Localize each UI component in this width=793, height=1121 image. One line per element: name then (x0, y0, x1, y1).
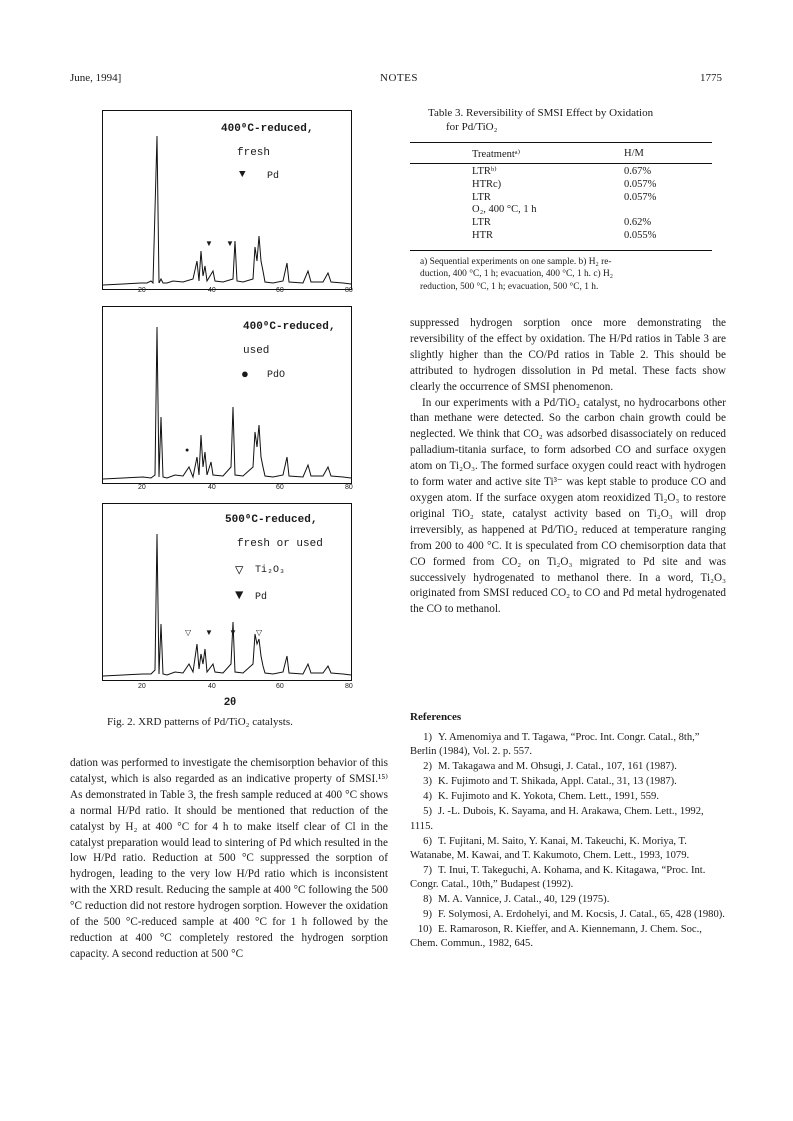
reference-text: K. Fujimoto and T. Shikada, Appl. Catal., 31, 13 (1987). (438, 776, 677, 788)
table-title-line1: Table 3. Reversibility of SMSI Effect by Oxidation (428, 107, 654, 119)
body-paragraph: In our experiments with a Pd/TiO₂ catalyst, no hydrocarbons other than methane were detected. So the carbon chain growth could be neglected. We think that CO₂ was adsorbed disassociately on reduced palladium-titania surface, to form adsorbed CO and surface oxygen atom on Ti₂O₃. The formed surface oxygen could react with hydrogen to form water and active site Ti³⁻ was kept stable to produce CO and oxygen atom. If the surface oxygen atom reoxidized Ti₂O₃ to restore original TiO₂ state, catalyst activity based on Ti₂O₃ will drop irreversibly, as happened at Pd/TiO₂ reduced at temperature ranging from 200 to 400 °C. It is speculated from CO chemisorption data that CO formed from CO₂ on Ti₂O₃ migrated to Pd site and was successively hydrogenated to methanol there. In a word, Ti₂O₃ originated from SMSI reduced CO₂ to CO and Pd metal hydrogenated the CO to methanol. (410, 396, 726, 616)
table-footnote: a) Sequential experiments on one sample. b) H₂ re- (420, 257, 612, 267)
right-column-text (410, 316, 726, 618)
xrd-panel-fresh (102, 110, 352, 290)
x-tick: 80 (345, 287, 353, 294)
references-list (410, 731, 726, 952)
page-number: 1775 (700, 72, 722, 84)
panel-subtitle: fresh or used (237, 538, 323, 550)
peak-marker: ● (185, 446, 190, 454)
x-tick: 40 (208, 287, 216, 294)
table-cell-hm: 0.67% (624, 166, 652, 177)
reference-text: E. Ramaroson, R. Kieffer, and A. Kiennemann, J. Chem. Soc., Chem. Commun., 1982, 645. (410, 924, 702, 950)
x-tick: 60 (276, 287, 284, 294)
peak-marker: ▼ (205, 239, 213, 248)
table-cell-hm: 0.057% (624, 191, 657, 203)
table-row (472, 204, 712, 217)
table-cell-treatment: LTR (472, 191, 491, 203)
reference-number: 4) (423, 791, 432, 803)
table-header-treatment: Treatmentᵃ⁾ (472, 149, 521, 160)
xrd-trace-fresh (103, 111, 351, 289)
xrd-trace-used (103, 307, 351, 483)
peak-marker: ▼ (205, 628, 213, 637)
table-row (472, 192, 712, 205)
legend-label-ti2o3: Ti₂O₃ (255, 565, 286, 576)
reference-number: 9) (423, 909, 432, 921)
reference-text: T. Fujitani, M. Saito, Y. Kanai, M. Takeuchi, K. Moriya, T. Watanabe, M. Kawai, and T. Kakumoto, Chem. Lett., 1993, 1079. (410, 835, 690, 861)
table-body (472, 166, 712, 243)
table-footnote: reduction, 500 °C, 1 h; evacuation, 500 °C, 1 h. (420, 281, 599, 292)
legend-label-pd: Pd (255, 592, 268, 603)
reference-item (410, 775, 726, 789)
table-row (472, 230, 712, 243)
reference-text: M. Takagawa and M. Ohsugi, J. Catal., 107, 161 (1987). (438, 761, 677, 773)
table-footnotes (420, 256, 712, 293)
reference-number: 3) (423, 776, 432, 788)
reference-number: 10) (417, 924, 432, 936)
peak-marker: ▼ (226, 239, 234, 248)
xrd-panel-used (102, 306, 352, 484)
reference-item (410, 893, 726, 907)
reference-text: T. Inui, T. Takeguchi, A. Kohama, and K. Kitagawa, “Proc. Int. Congr. Catal., 10th,” Budapest (1992). (410, 864, 706, 890)
panel-subtitle: fresh (237, 147, 271, 159)
legend-label-pd: Pd (267, 171, 280, 182)
table-rule-top (410, 142, 712, 143)
reference-item (410, 835, 726, 863)
peak-marker: ▽ (256, 628, 263, 637)
table-cell-treatment: O₂, 400 °C, 1 h (472, 204, 537, 216)
reference-number: 1) (423, 732, 432, 743)
reference-number: 5) (423, 806, 432, 818)
peak-marker: ▽ (185, 628, 192, 637)
x-tick: 40 (208, 683, 216, 690)
panel-subtitle: used (243, 345, 270, 357)
body-paragraph: suppressed hydrogen sorption once more demonstrating the reversibility of the effect by oxidation. The H/Pd ratios in Table 3 are slightly higher than the CO/Pd ratios in Table 2. This should be attributed to hydrogen dissolution in Pd metal. These facts show clearly the occurrence of SMSI phenomenon. (410, 317, 726, 393)
legend-marker-pdo: ● (241, 367, 249, 382)
table-cell-treatment: HTR (472, 229, 493, 241)
table-cell-treatment: HTRc) (472, 178, 502, 190)
legend-marker-pd: ▼ (235, 588, 244, 604)
table-cell-treatment: LTR (472, 217, 491, 229)
x-tick: 80 (345, 484, 353, 491)
reference-item (410, 923, 726, 951)
reference-number: 2) (423, 761, 432, 773)
running-section: NOTES (380, 72, 418, 84)
reference-text: K. Fujimoto and K. Yokota, Chem. Lett., 1991, 559. (438, 791, 659, 803)
x-axis-label: 2θ (224, 696, 237, 708)
panel-title: 400⁰C-reduced, (221, 123, 314, 135)
reference-item (410, 864, 726, 892)
table-rule-mid (410, 163, 712, 164)
xrd-trace-500c (103, 504, 351, 680)
legend-marker-pd: ▼ (239, 169, 246, 181)
reference-number: 8) (423, 894, 432, 906)
legend-marker-ti2o3: ▽ (235, 563, 244, 579)
reference-item (410, 908, 726, 922)
left-column-paragraph: dation was performed to investigate the chemisorption behavior of this catalyst, which is also regarded as an indicative property of SMSI.¹⁵⁾ As demonstrated in Table 3, the fresh sample reduced at 400 °C shows a normal H/Pd ratio. It should be mentioned that reduction of the catalyst by H₂ at 400 °C for 4 h to make itself clear of Cl in the catalyst preparation would lead to sintering of Pd which resulted in the low H/Pd ratio. Reduction at 500 °C suppressed the sorption of hydrogen, leading to the very low H/Pd ratio which is inconsistent with the XRD result. Reducing the sample at 400 °C following the 500 °C reduction did not restore hydrogen sorption. However the oxidation of the 500 °C-reduced sample at 400 °C for 1 h followed by the reduction at 400 °C completely restored the hydrogen sorption capacity. A second reduction at 500 °C (70, 757, 388, 960)
x-tick: 20 (138, 287, 146, 294)
legend-label-pdo: PdO (267, 370, 286, 381)
reference-number: 7) (423, 864, 432, 876)
table-title-line2: for Pd/TiO₂ (446, 121, 498, 133)
reference-item (410, 760, 726, 774)
reference-item (410, 805, 726, 833)
reference-item (410, 731, 726, 759)
references-heading: References (410, 711, 462, 723)
table-header-hm: H/M (624, 148, 644, 159)
table-row (472, 217, 712, 230)
xrd-panel-500c (102, 503, 352, 681)
table-footnote: duction, 400 °C, 1 h; evacuation, 400 °C, 1 h. c) H₂ (420, 269, 614, 280)
peak-marker: ▼ (229, 628, 237, 637)
table-cell-treatment: LTRᵇ⁾ (472, 166, 497, 177)
x-tick: 40 (208, 484, 216, 491)
reference-text: F. Solymosi, A. Erdohelyi, and M. Kocsis, J. Catal., 65, 428 (1980). (438, 909, 725, 921)
x-tick: 60 (276, 484, 284, 491)
table-cell-hm: 0.057% (624, 178, 657, 190)
table-row (472, 179, 712, 192)
reference-text: M. A. Vannice, J. Catal., 40, 129 (1975). (438, 894, 610, 906)
reference-number: 6) (423, 835, 432, 847)
x-tick: 60 (276, 683, 284, 690)
running-date: June, 1994] (70, 72, 122, 84)
table-cell-hm: 0.055% (624, 229, 657, 241)
reference-text: Y. Amenomiya and T. Tagawa, “Proc. Int. Congr. Catal., 8th,” Berlin (1984), Vol. 2. p. 557. (410, 732, 700, 758)
table-row (472, 166, 712, 179)
table-cell-hm: 0.62% (624, 217, 652, 229)
table-rule-bottom (410, 250, 712, 251)
x-tick: 20 (138, 683, 146, 690)
x-tick: 20 (138, 484, 146, 491)
panel-title: 400⁰C-reduced, (243, 321, 336, 333)
figure-caption: Fig. 2. XRD patterns of Pd/TiO₂ catalysts. (107, 716, 293, 728)
panel-title: 500⁰C-reduced, (225, 514, 318, 526)
reference-item (410, 790, 726, 804)
x-tick: 80 (345, 683, 353, 690)
reference-text: J. -L. Dubois, K. Sayama, and H. Arakawa, Chem. Lett., 1992, 1115. (410, 806, 704, 832)
